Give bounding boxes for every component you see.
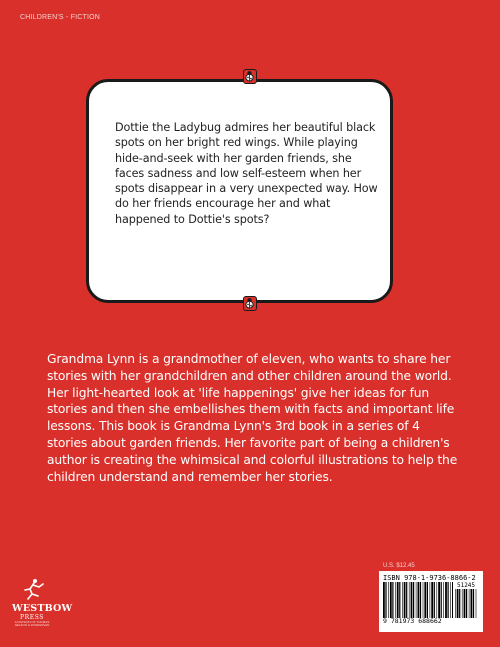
category-label: CHILDREN'S - FICTION bbox=[20, 14, 101, 21]
publisher-tagline: A DIVISION OF THOMAS NELSON & ZONDERVAN bbox=[14, 620, 50, 628]
price-label: U.S. $12.45 bbox=[383, 563, 415, 569]
addon-bars bbox=[455, 589, 477, 618]
isbn-text: ISBN 978-1-9736-8866-2 bbox=[383, 574, 476, 582]
publisher-name: WESTBOW bbox=[12, 603, 73, 614]
ladybug-icon bbox=[243, 296, 257, 311]
ladybug-icon bbox=[243, 69, 257, 84]
publisher-name-line2: PRESS bbox=[19, 614, 45, 621]
barcode-digits: 9 781973 688662 bbox=[383, 617, 442, 625]
barcode-addon-digits: 51245 bbox=[456, 582, 476, 589]
author-bio-text: Grandma Lynn is a grandmother of eleven, who wants to share her stories with her grandchildren and other children around the world. Her light-hearted look at 'life happenings' give her ideas for fun stories and then she embellishes them with facts and important life lessons. This book is Grandma Lynn's 3rd book in a series of 4 stories about garden friends. Her favorite part of being a children's author is creating the whimsical and colorful illustrations to help the children understand and remember her stories. bbox=[47, 352, 458, 484]
synopsis-text: Dottie the Ladybug admires her beautiful black spots on her bright red wings. While playing hide-and-seek with her garden friends, she faces sadness and low self-esteem when her spots disappear in a very unexpected way. How do her friends encourage her and what happened to Dottie's spots? bbox=[115, 121, 378, 226]
publisher-logo bbox=[12, 578, 73, 628]
runner-icon bbox=[17, 578, 47, 600]
barcode bbox=[379, 571, 483, 632]
barcode-bars bbox=[383, 582, 453, 618]
